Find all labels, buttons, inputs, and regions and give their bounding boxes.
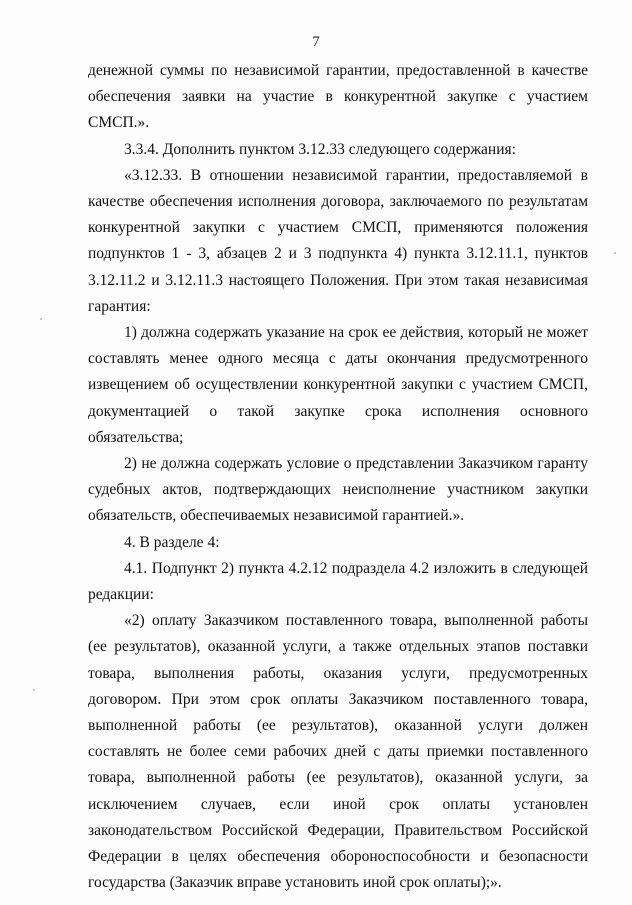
scan-speck bbox=[614, 252, 616, 254]
page-number: 7 bbox=[312, 34, 320, 50]
paragraph-subitem-2: «2) оплату Заказчиком поставленного товара, выполненной работы (ее результатов), оказанной услуги, а также отдельных этапов поставки товара, выполнения работы, оказания услуги, предусмотренных договором. При этом срок оплаты Заказчиком поставленного товара, выполненной работы (ее результатов), оказанной услуги должен составлять не более семи рабочих дней с даты приемки поставленного товара, выполненной работы (ее результатов), оказанной услуги, за исключением случаев, если иной срок оплаты установлен законодательством Российской Федерации, Правительством Российской Федерации в целях обеспечения обороноспособности и безопасности государства (Заказчик вправе установить иной срок оплаты);». bbox=[88, 612, 588, 892]
paragraph-item-2: 2) не должна содержать условие о представлении Заказчиком гаранту судебных актов, подтверждающих неисполнение участником закупки обязательств, обеспечиваемых независимой гарантией.». bbox=[88, 455, 588, 525]
paragraph-section-4: 4. В разделе 4: bbox=[124, 533, 220, 551]
scan-speck bbox=[40, 318, 42, 320]
scan-speck bbox=[33, 689, 35, 691]
paragraph-item-1: 1) должна содержать указание на срок ее действия, который не может составлять менее одного месяца с даты окончания предусмотренного извещением об осуществлении конкурентной закупки с участием СМСП, документацией о такой закупке срока исполнения основного обязательства; bbox=[88, 324, 588, 446]
paragraph-4-1: 4.1. Подпункт 2) пункта 4.2.12 подраздела 4.2 изложить в следующей редакции: bbox=[88, 559, 588, 604]
paragraph-3-3-4: 3.3.4. Дополнить пунктом 3.12.33 следующего содержания: bbox=[124, 140, 516, 158]
paragraph-continuation: денежной суммы по независимой гарантии, предоставленной в качестве обеспечения заявки на участие в конкурентной закупке с участием СМСП.». bbox=[88, 62, 588, 132]
paragraph-3-12-33: «3.12.33. В отношении независимой гарантии, предоставляемой в качестве обеспечения исполнения договора, заключаемого по результатам конкурентной закупки с участием СМСП, применяются положения подпунктов 1 - 3, абзацев 2 и 3 подпункта 4) пункта 3.12.11.1, пунктов 3.12.11.2 и 3.12.11.3 настоящего Положения. При этом такая независимая гарантия: bbox=[88, 166, 588, 315]
document-text-body bbox=[88, 58, 588, 897]
